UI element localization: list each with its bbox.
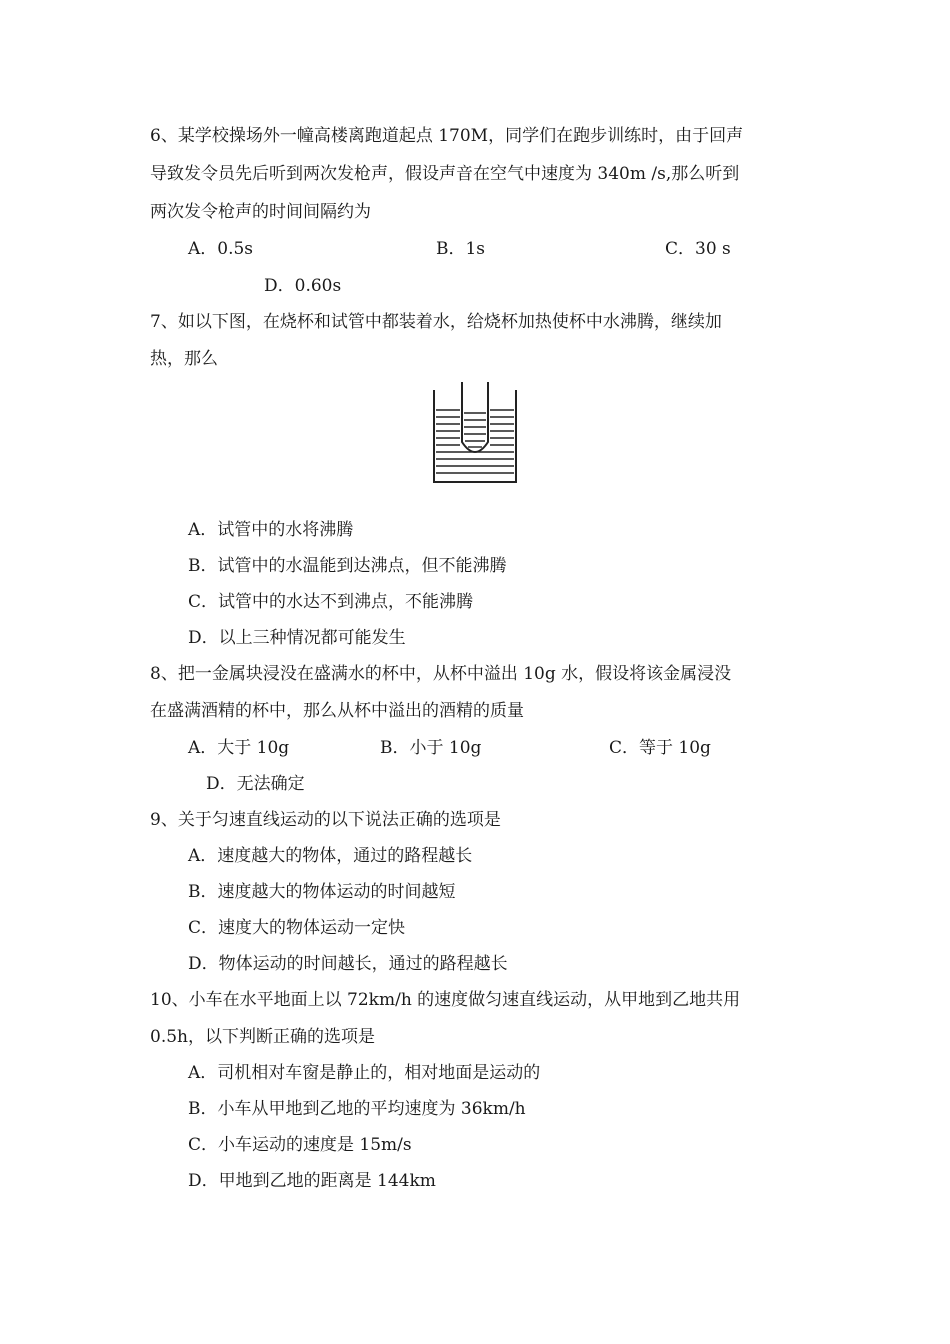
q10-option-a: A．司机相对车窗是静止的，相对地面是运动的 <box>188 1063 541 1083</box>
q8-stem-line-1: 8、把一金属块浸没在盛满水的杯中，从杯中溢出 10g 水，假设将该金属浸没 <box>150 664 732 684</box>
q9-stem-line-1: 9、关于匀速直线运动的以下说法正确的选项是 <box>150 810 501 830</box>
q10-option-b: B．小车从甲地到乙地的平均速度为 36km/h <box>188 1099 526 1119</box>
q7-option-b: B．试管中的水温能到达沸点，但不能沸腾 <box>188 556 507 576</box>
q7-option-d: D．以上三种情况都可能发生 <box>188 628 406 648</box>
q8-option-a: A．大于 10g <box>188 738 290 758</box>
q10-stem-line-1: 10、小车在水平地面上以 72km/h 的速度做匀速直线运动，从甲地到乙地共用 <box>150 990 741 1010</box>
q8-option-b: B．小于 10g <box>380 738 482 758</box>
q9-option-a: A．速度越大的物体，通过的路程越长 <box>188 846 473 866</box>
q6-option-d: D．0.60s <box>264 276 342 296</box>
q6-option-b: B．1s <box>436 239 486 259</box>
q10-option-c: C．小车运动的速度是 15m/s <box>188 1135 412 1155</box>
q9-option-d: D．物体运动的时间越长，通过的路程越长 <box>188 954 508 974</box>
q9-option-b: B．速度越大的物体运动的时间越短 <box>188 882 456 902</box>
q10-stem-line-2: 0.5h，以下判断正确的选项是 <box>150 1027 375 1047</box>
q9-option-c: C．速度大的物体运动一定快 <box>188 918 406 938</box>
q8-option-d: D．无法确定 <box>206 774 305 794</box>
q6-stem-line-1: 6、某学校操场外一幢高楼离跑道起点 170M，同学们在跑步训练时，由于回声 <box>150 126 744 146</box>
q10-option-d: D．甲地到乙地的距离是 144km <box>188 1171 436 1191</box>
q6-option-a: A．0.5s <box>188 239 254 259</box>
q6-option-c: C．30 s <box>665 239 731 259</box>
beaker-test-tube-figure <box>428 380 522 486</box>
q7-stem-line-2: 热，那么 <box>150 349 218 369</box>
q6-stem-line-2: 导致发令员先后听到两次发枪声，假设声音在空气中速度为 340m /s,那么听到 <box>150 164 740 184</box>
q7-option-a: A．试管中的水将沸腾 <box>188 520 354 540</box>
q7-option-c: C．试管中的水达不到沸点，不能沸腾 <box>188 592 474 612</box>
q6-stem-line-3: 两次发令枪声的时间间隔约为 <box>150 202 371 222</box>
q8-option-c: C．等于 10g <box>609 738 711 758</box>
q8-stem-line-2: 在盛满酒精的杯中，那么从杯中溢出的酒精的质量 <box>150 701 524 721</box>
q7-stem-line-1: 7、如以下图，在烧杯和试管中都装着水，给烧杯加热使杯中水沸腾，继续加 <box>150 312 722 332</box>
